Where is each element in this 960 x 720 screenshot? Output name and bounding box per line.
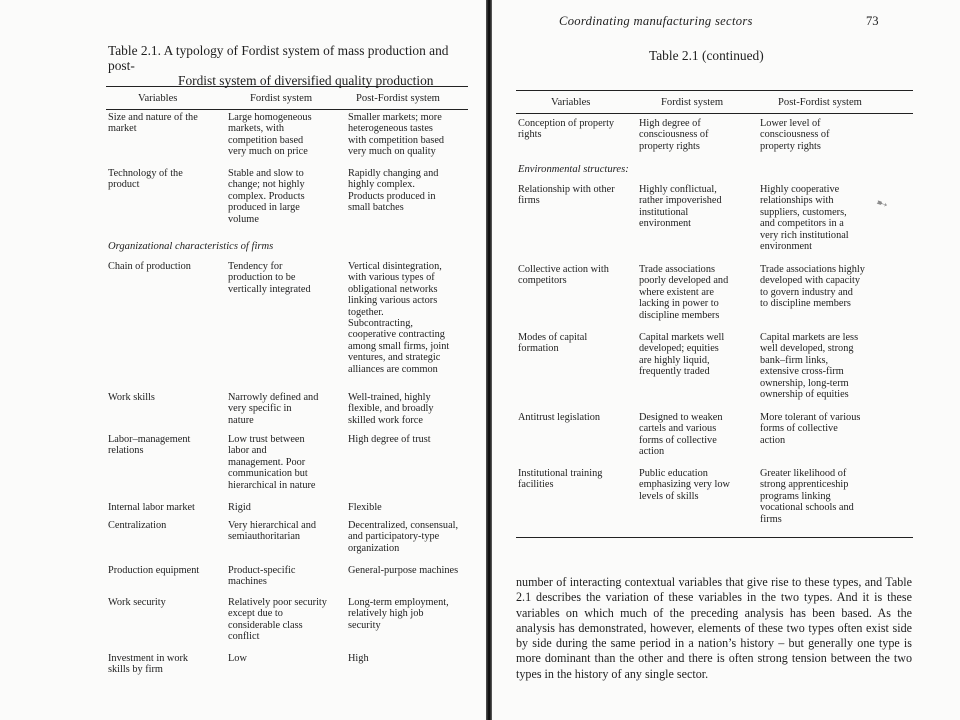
- header-fordist-right: Fordist system: [661, 97, 724, 108]
- row-8-post-fordist: General-purpose machines: [348, 565, 459, 576]
- row-10-post-fordist: High: [348, 653, 369, 664]
- row-6-fordist: Rigid: [228, 502, 251, 513]
- caption-line-1: Table 2.1. A typology of Fordist system of mass production and post-: [108, 43, 449, 73]
- header-rule-right: [516, 113, 913, 114]
- header-variables: Variables: [138, 93, 178, 104]
- row-9-variable: Work security: [108, 597, 166, 608]
- table-bottom-rule-right: [516, 537, 913, 538]
- r-row-2-post-fordist: Highly cooperative relationships with suppliers, customers, and competitors in a very rich institutional environment: [760, 184, 849, 253]
- r-row-4-variable: Modes of capital formation: [518, 332, 588, 355]
- row-4-variable: Work skills: [108, 392, 155, 403]
- r-row-3-fordist: Trade associations poorly developed and where existent are lacking in power to discipline members: [639, 264, 729, 321]
- row-10-variable: Investment in work skills by firm: [108, 653, 189, 676]
- right-page: [493, 0, 960, 720]
- row-3-fordist: Tendency for production to be vertically integrated: [228, 261, 311, 295]
- r-row-6-fordist: Public education emphasizing very low levels of skills: [639, 468, 730, 502]
- row-9-fordist: Relatively poor security except due to considerable class conflict: [228, 597, 327, 643]
- header-post-fordist-right: Post-Fordist system: [778, 97, 862, 108]
- row-5-post-fordist: High degree of trust: [348, 434, 431, 445]
- row-1-variable: Size and nature of the market: [108, 112, 198, 135]
- r-row-4-fordist: Capital markets well developed; equities are highly liquid, frequently traded: [639, 332, 725, 378]
- header-post-fordist: Post-Fordist system: [356, 93, 440, 104]
- row-6-post-fordist: Flexible: [348, 502, 382, 513]
- r-row-2-variable: Relationship with other firms: [518, 184, 615, 207]
- r-row-6-post-fordist: Greater likelihood of strong apprenticeship programs linking vocational schools and firms: [760, 468, 854, 525]
- row-6-variable: Internal labor market: [108, 502, 195, 513]
- r-row-3-post-fordist: Trade associations highly developed with capacity to govern industry and to discipline members: [760, 264, 865, 310]
- r-row-5-variable: Antitrust legislation: [518, 412, 601, 423]
- row-8-variable: Production equipment: [108, 565, 200, 576]
- row-2-variable: Technology of the product: [108, 168, 183, 191]
- section-environmental: Environmental structures:: [518, 164, 629, 175]
- table-top-rule: [106, 86, 468, 87]
- row-3-variable: Chain of production: [108, 261, 191, 272]
- r-row-1-post-fordist: Lower level of consciousness of property rights: [760, 118, 830, 152]
- r-row-2-fordist: Highly conflictual, rather impoverished institutional environment: [639, 184, 722, 230]
- r-row-6-variable: Institutional training facilities: [518, 468, 603, 491]
- body-paragraph: number of interacting contextual variables that give rise to these types, and Table 2.1 describes the variation of these variables in the two types. And it is these variables on which much of the preceding analysis has been based. As the analysis has demonstrated, however, elements of these two types often exist side by side during the same period in a nation’s history – but generally one type is more dominant than the other and there is often strong tension between the two types in the history of any single sector.: [516, 575, 912, 681]
- row-5-fordist: Low trust between labor and management. Poor communication but hierarchical in nature: [228, 434, 316, 491]
- row-7-variable: Centralization: [108, 520, 167, 531]
- running-head: Coordinating manufacturing sectors: [559, 14, 753, 28]
- row-7-fordist: Very hierarchical and semiauthoritarian: [228, 520, 317, 543]
- page-stray-mark: ➸: [873, 195, 890, 214]
- row-1-post-fordist: Smaller markets; more heterogeneous tastes with competition based very much on quality: [348, 112, 445, 158]
- header-variables-right: Variables: [551, 97, 591, 108]
- table-caption-left: [108, 43, 468, 88]
- r-row-5-fordist: Designed to weaken cartels and various forms of collective action: [639, 412, 723, 458]
- r-row-3-variable: Collective action with competitors: [518, 264, 609, 287]
- book-gutter: [486, 0, 492, 720]
- table-caption-right: Table 2.1 (continued): [649, 48, 764, 63]
- row-2-post-fordist: Rapidly changing and highly complex. Products produced in small batches: [348, 168, 439, 214]
- row-1-fordist: Large homogeneous markets, with competition based very much on price: [228, 112, 312, 158]
- row-3-post-fordist: Vertical disintegration, with various types of obligational networks linking various actors together. Subcontracting, cooperative contracting among small firms, joint ventures, and strategic alliances are common: [348, 261, 450, 375]
- row-4-post-fordist: Well-trained, highly flexible, and broadly skilled work force: [348, 392, 434, 426]
- table-top-rule-right: [516, 90, 913, 91]
- section-organizational: Organizational characteristics of firms: [108, 241, 274, 252]
- caption-line-2: Fordist system of diversified quality production: [178, 73, 434, 88]
- row-5-variable: Labor–management relations: [108, 434, 191, 457]
- r-row-1-fordist: High degree of consciousness of property rights: [639, 118, 709, 152]
- page-number: 73: [866, 14, 879, 28]
- row-7-post-fordist: Decentralized, consensual, and participatory-type organization: [348, 520, 459, 554]
- header-fordist: Fordist system: [250, 93, 313, 104]
- row-8-fordist: Product-specific machines: [228, 565, 296, 588]
- r-row-1-variable: Conception of property rights: [518, 118, 615, 141]
- row-2-fordist: Stable and slow to change; not highly complex. Products produced in large volume: [228, 168, 305, 225]
- row-4-fordist: Narrowly defined and very specific in nature: [228, 392, 319, 426]
- header-rule: [106, 109, 468, 110]
- r-row-4-post-fordist: Capital markets are less well developed, strong bank–firm links, extensive cross-firm ownership, long-term ownership of equities: [760, 332, 859, 401]
- row-9-post-fordist: Long-term employment, relatively high job security: [348, 597, 449, 631]
- r-row-5-post-fordist: More tolerant of various forms of collective action: [760, 412, 861, 446]
- row-10-fordist: Low: [228, 653, 247, 664]
